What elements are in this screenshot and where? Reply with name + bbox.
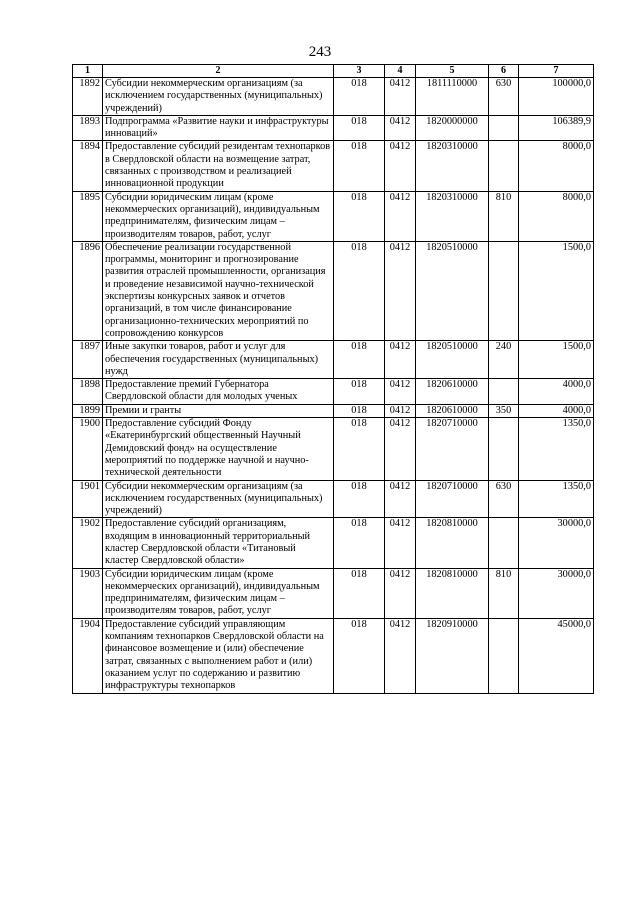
row-amount: 1500,0 bbox=[519, 241, 594, 340]
row-ministry-code: 018 bbox=[334, 568, 385, 618]
row-expense-type: 810 bbox=[489, 191, 519, 241]
row-number: 1903 bbox=[73, 568, 103, 618]
row-number: 1894 bbox=[73, 141, 103, 191]
row-target-code: 1820610000 bbox=[416, 379, 489, 405]
table-row bbox=[73, 418, 594, 480]
row-number: 1897 bbox=[73, 341, 103, 379]
row-amount: 1500,0 bbox=[519, 341, 594, 379]
row-number: 1901 bbox=[73, 480, 103, 518]
row-name: Премии и гранты bbox=[103, 404, 334, 417]
row-target-code: 1820910000 bbox=[416, 618, 489, 693]
row-section-code: 0412 bbox=[385, 241, 416, 340]
row-number: 1898 bbox=[73, 379, 103, 405]
header-col-7: 7 bbox=[519, 65, 594, 78]
row-target-code: 1820310000 bbox=[416, 141, 489, 191]
row-name: Субсидии юридическим лицам (кроме некоммерческих организаций), индивидуальным предпринимателям, физическим лицам – производителям товаров, работ, услуг bbox=[103, 568, 334, 618]
row-section-code: 0412 bbox=[385, 418, 416, 480]
budget-table bbox=[72, 64, 594, 694]
table-row bbox=[73, 518, 594, 568]
row-target-code: 1820510000 bbox=[416, 341, 489, 379]
row-section-code: 0412 bbox=[385, 480, 416, 518]
row-section-code: 0412 bbox=[385, 78, 416, 116]
row-expense-type bbox=[489, 518, 519, 568]
row-expense-type bbox=[489, 141, 519, 191]
page-number: 243 bbox=[308, 44, 332, 60]
row-ministry-code: 018 bbox=[334, 115, 385, 141]
row-ministry-code: 018 bbox=[334, 341, 385, 379]
row-section-code: 0412 bbox=[385, 404, 416, 417]
header-col-6: 6 bbox=[489, 65, 519, 78]
table-row bbox=[73, 480, 594, 518]
row-expense-type: 630 bbox=[489, 480, 519, 518]
row-section-code: 0412 bbox=[385, 568, 416, 618]
header-col-4: 4 bbox=[385, 65, 416, 78]
row-section-code: 0412 bbox=[385, 379, 416, 405]
row-number: 1893 bbox=[73, 115, 103, 141]
row-target-code: 1820610000 bbox=[416, 404, 489, 417]
header-col-2: 2 bbox=[103, 65, 334, 78]
row-section-code: 0412 bbox=[385, 141, 416, 191]
row-name: Предоставление субсидий управляющим компаниям технопарков Свердловской области на финансовое возмещение и (или) обеспечение затрат, связанных с выполнением работ и (или) оказанием услуг по содержанию и развитию инфраструктуры технопарков bbox=[103, 618, 334, 693]
row-section-code: 0412 bbox=[385, 191, 416, 241]
table-row bbox=[73, 141, 594, 191]
header-col-5: 5 bbox=[416, 65, 489, 78]
row-ministry-code: 018 bbox=[334, 379, 385, 405]
row-amount: 30000,0 bbox=[519, 568, 594, 618]
row-number: 1892 bbox=[73, 78, 103, 116]
row-number: 1902 bbox=[73, 518, 103, 568]
table-row bbox=[73, 618, 594, 693]
row-ministry-code: 018 bbox=[334, 141, 385, 191]
row-ministry-code: 018 bbox=[334, 191, 385, 241]
table-row bbox=[73, 115, 594, 141]
row-section-code: 0412 bbox=[385, 618, 416, 693]
row-expense-type: 810 bbox=[489, 568, 519, 618]
row-number: 1896 bbox=[73, 241, 103, 340]
table-row bbox=[73, 341, 594, 379]
table-row bbox=[73, 379, 594, 405]
row-name: Иные закупки товаров, работ и услуг для обеспечения государственных (муниципальных) нужд bbox=[103, 341, 334, 379]
row-ministry-code: 018 bbox=[334, 241, 385, 340]
row-expense-type: 240 bbox=[489, 341, 519, 379]
row-section-code: 0412 bbox=[385, 341, 416, 379]
row-amount: 100000,0 bbox=[519, 78, 594, 116]
table-row bbox=[73, 404, 594, 417]
header-col-1: 1 bbox=[73, 65, 103, 78]
row-ministry-code: 018 bbox=[334, 480, 385, 518]
row-target-code: 1820310000 bbox=[416, 191, 489, 241]
row-amount: 8000,0 bbox=[519, 141, 594, 191]
row-name: Предоставление премий Губернатора Свердловской области для молодых ученых bbox=[103, 379, 334, 405]
table-row bbox=[73, 241, 594, 340]
row-target-code: 1820710000 bbox=[416, 480, 489, 518]
row-target-code: 1820810000 bbox=[416, 568, 489, 618]
row-target-code: 1820810000 bbox=[416, 518, 489, 568]
row-target-code: 1820000000 bbox=[416, 115, 489, 141]
row-expense-type bbox=[489, 115, 519, 141]
table-header-row bbox=[73, 65, 594, 78]
row-target-code: 1820710000 bbox=[416, 418, 489, 480]
row-name: Предоставление субсидий организациям, входящим в инновационный территориальный кластер Свердловской области «Титановый кластер Свердловской области» bbox=[103, 518, 334, 568]
row-name: Субсидии некоммерческим организациям (за исключением государственных (муниципальных) учреждений) bbox=[103, 78, 334, 116]
row-amount: 45000,0 bbox=[519, 618, 594, 693]
row-amount: 4000,0 bbox=[519, 379, 594, 405]
row-amount: 1350,0 bbox=[519, 480, 594, 518]
row-section-code: 0412 bbox=[385, 115, 416, 141]
row-name: Предоставление субсидий Фонду «Екатеринбургский общественный Научный Демидовский фонд» на осуществление мероприятий по поддержке научной и научно-технической деятельности bbox=[103, 418, 334, 480]
row-amount: 30000,0 bbox=[519, 518, 594, 568]
header-col-3: 3 bbox=[334, 65, 385, 78]
row-name: Обеспечение реализации государственной программы, мониторинг и прогнозирование развития отраслей промышленности, организация и проведение независимой научно-технической экспертизы конкурсных заявок и отчетов организаций, в том числе финансирование организационно-технических мероприятий по сопровождению конкурсов bbox=[103, 241, 334, 340]
row-ministry-code: 018 bbox=[334, 404, 385, 417]
row-target-code: 1820510000 bbox=[416, 241, 489, 340]
row-number: 1904 bbox=[73, 618, 103, 693]
row-expense-type bbox=[489, 418, 519, 480]
table-row bbox=[73, 568, 594, 618]
row-ministry-code: 018 bbox=[334, 78, 385, 116]
row-name: Субсидии некоммерческим организациям (за исключением государственных (муниципальных) учреждений) bbox=[103, 480, 334, 518]
row-expense-type bbox=[489, 379, 519, 405]
row-amount: 8000,0 bbox=[519, 191, 594, 241]
row-expense-type bbox=[489, 618, 519, 693]
row-expense-type bbox=[489, 241, 519, 340]
row-name: Подпрограмма «Развитие науки и инфраструктуры инноваций» bbox=[103, 115, 334, 141]
row-amount: 4000,0 bbox=[519, 404, 594, 417]
row-number: 1899 bbox=[73, 404, 103, 417]
row-number: 1900 bbox=[73, 418, 103, 480]
row-number: 1895 bbox=[73, 191, 103, 241]
row-ministry-code: 018 bbox=[334, 518, 385, 568]
table-row bbox=[73, 191, 594, 241]
row-name: Субсидии юридическим лицам (кроме некоммерческих организаций), индивидуальным предпринимателям, физическим лицам – производителям товаров, работ, услуг bbox=[103, 191, 334, 241]
row-ministry-code: 018 bbox=[334, 618, 385, 693]
row-name: Предоставление субсидий резидентам технопарков в Свердловской области на возмещение затрат, связанных с производством и реализацией инновационной продукции bbox=[103, 141, 334, 191]
row-expense-type: 630 bbox=[489, 78, 519, 116]
row-amount: 1350,0 bbox=[519, 418, 594, 480]
row-target-code: 1811110000 bbox=[416, 78, 489, 116]
table-row bbox=[73, 78, 594, 116]
row-expense-type: 350 bbox=[489, 404, 519, 417]
table-body bbox=[73, 78, 594, 694]
row-amount: 106389,9 bbox=[519, 115, 594, 141]
row-section-code: 0412 bbox=[385, 518, 416, 568]
row-ministry-code: 018 bbox=[334, 418, 385, 480]
